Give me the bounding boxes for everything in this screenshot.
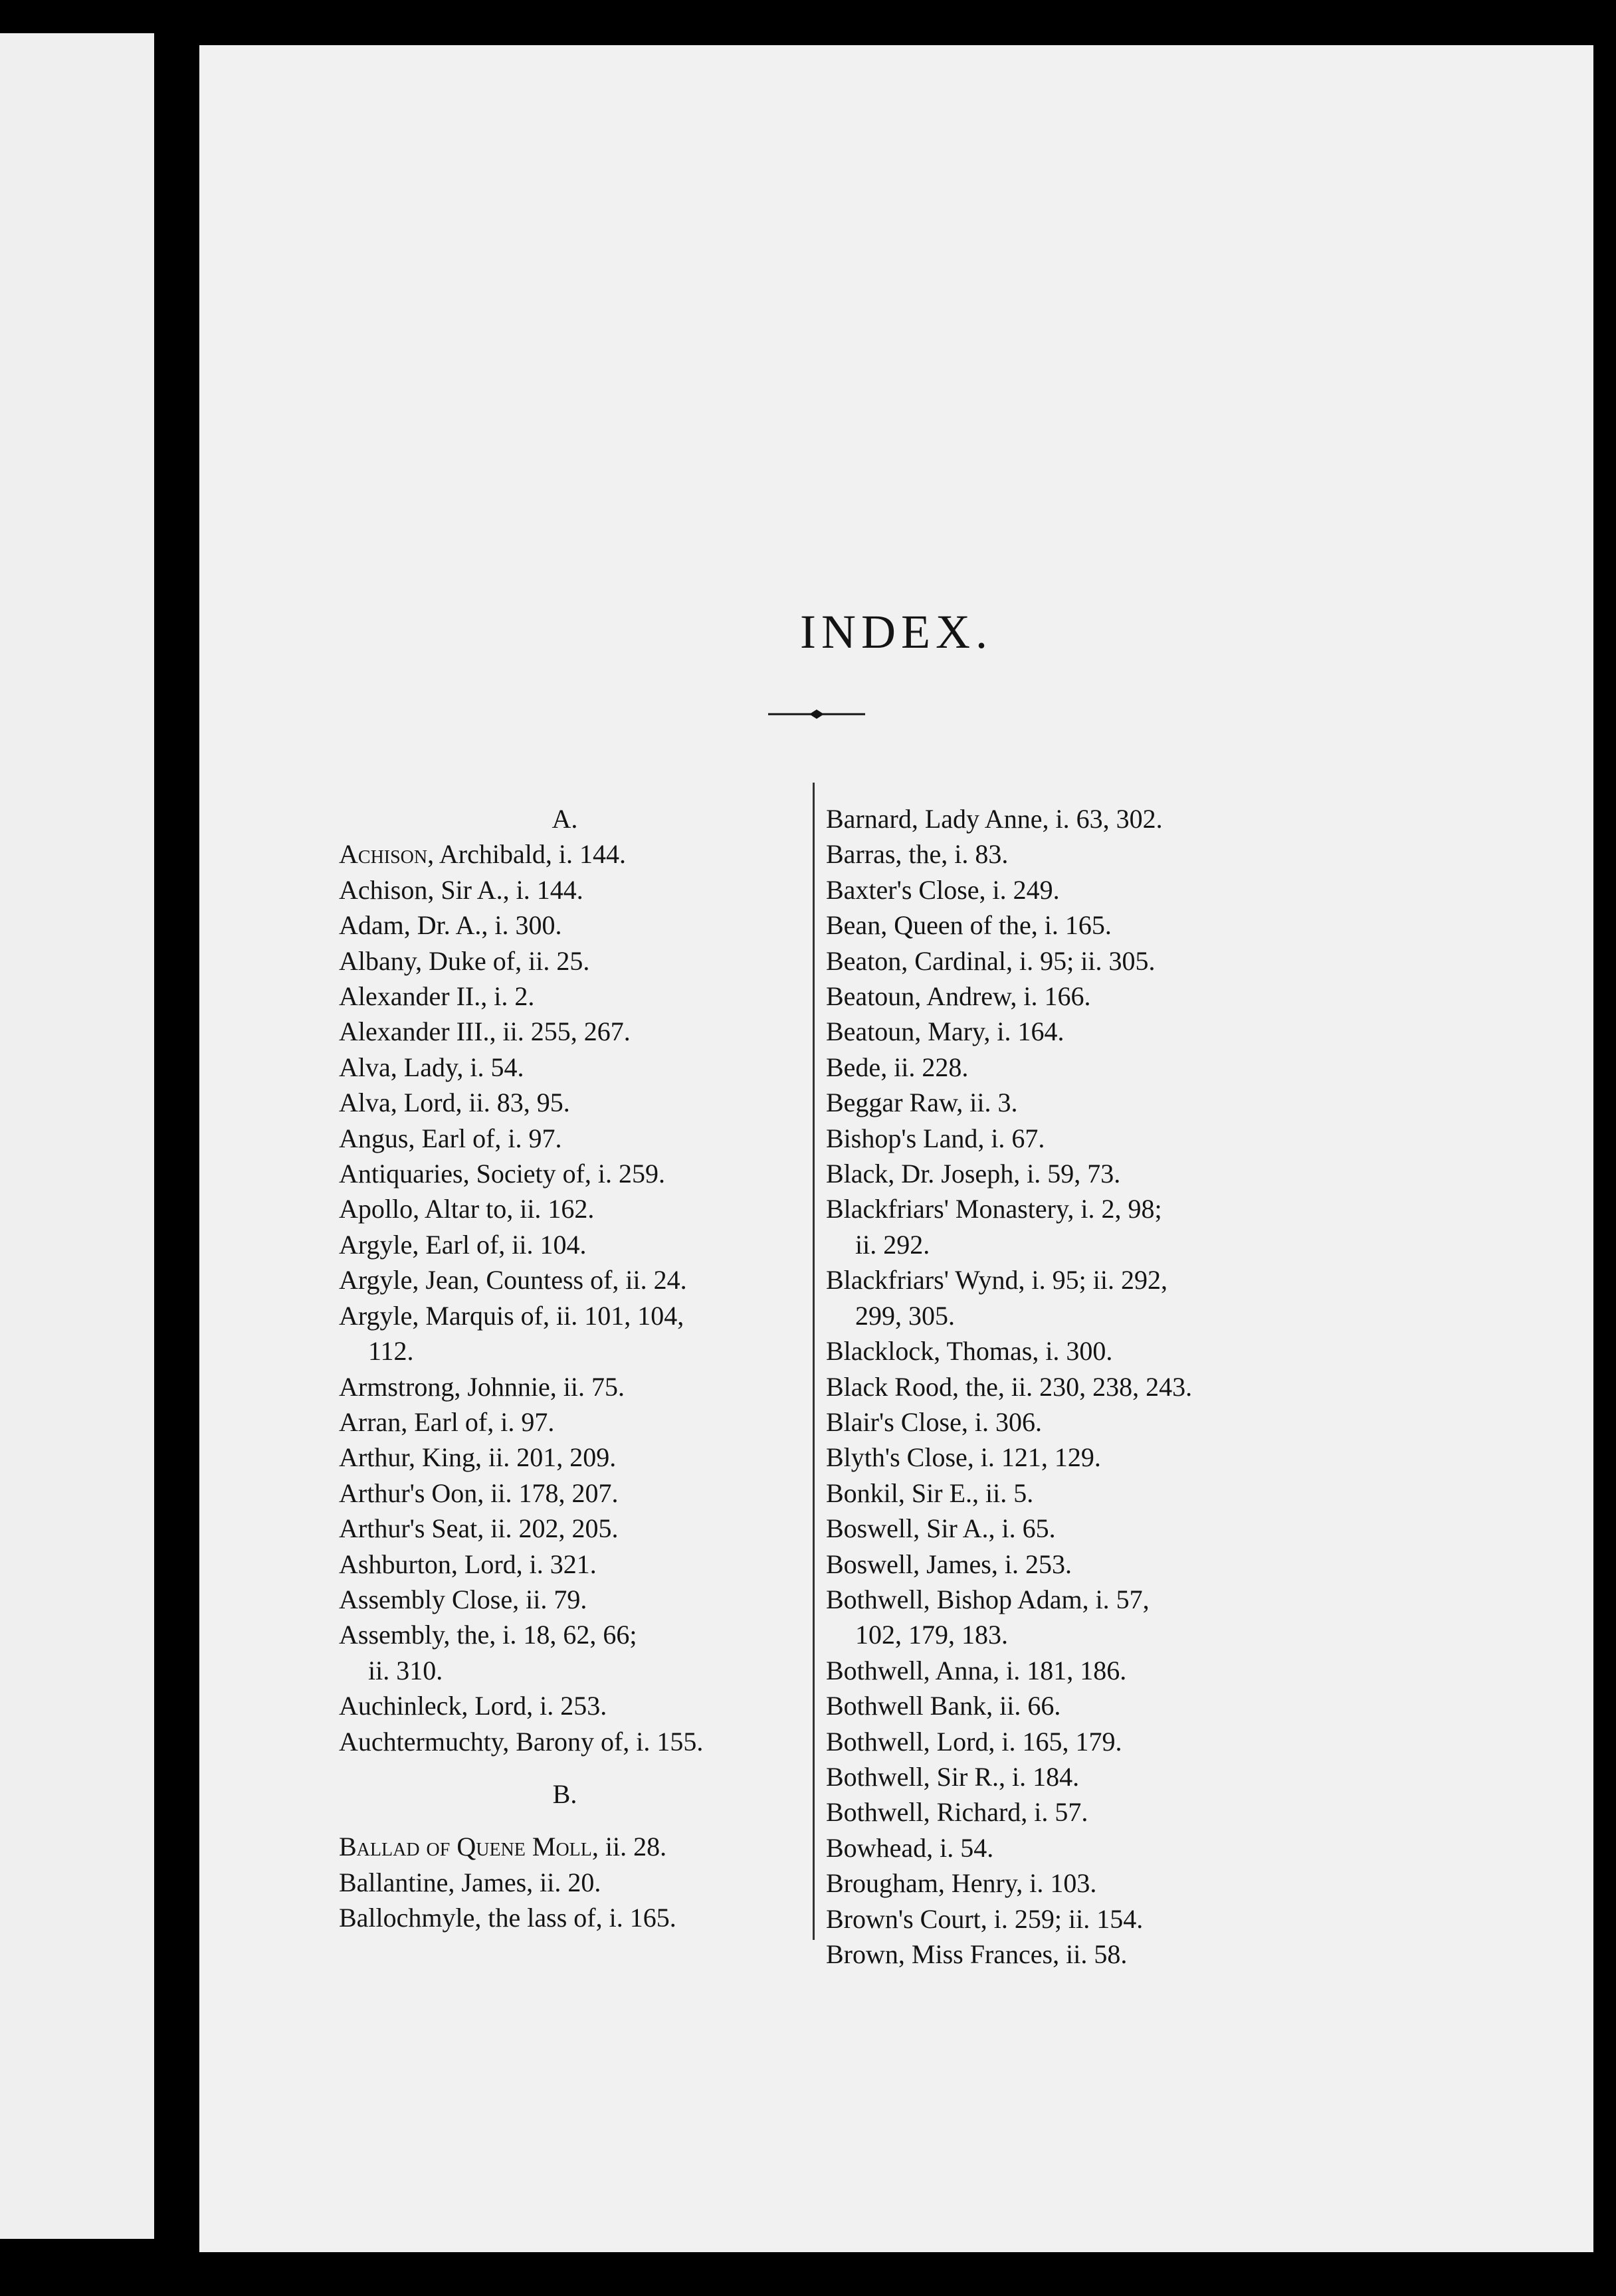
index-entry [826, 979, 1358, 1014]
entry-text: Bothwell, Sir R., i. 184. [826, 1761, 1080, 1792]
entry-text: Bothwell Bank, ii. 66. [826, 1691, 1061, 1721]
entry-text: Black Rood, the, ii. 230, 238, 243. [826, 1371, 1193, 1402]
entry-text: Baxter's Close, i. 249. [826, 874, 1060, 905]
index-entry [826, 1653, 1358, 1688]
entry-text: 112. [368, 1336, 414, 1367]
index-entry [826, 872, 1358, 908]
entry-text: Blacklock, Thomas, i. 300. [826, 1336, 1113, 1367]
entry-text: Beatoun, Andrew, i. 166. [826, 981, 1091, 1012]
index-entry [826, 1369, 1358, 1404]
entry-text: Alexander II., i. 2. [339, 981, 535, 1012]
entry-text: Brown, Miss Frances, ii. 58. [826, 1939, 1128, 1969]
index-entry [826, 1440, 1358, 1475]
entry-text: , Archibald, i. 144. [427, 839, 626, 870]
index-entry [826, 1121, 1358, 1156]
entry-text: Barras, the, i. 83. [826, 839, 1009, 870]
entry-text: Blair's Close, i. 306. [826, 1406, 1042, 1437]
entry-text: ii. 310. [368, 1655, 443, 1685]
entry-text: Adam, Dr. A., i. 300. [339, 910, 562, 941]
index-entry [826, 1582, 1358, 1617]
entry-text: Ballochmyle, the lass of, i. 165. [339, 1903, 676, 1933]
entry-text: Armstrong, Johnnie, ii. 75. [339, 1371, 625, 1402]
index-column-right [826, 801, 1358, 1972]
entry-text: Alva, Lady, i. 54. [339, 1052, 524, 1082]
index-entry [826, 1050, 1358, 1085]
entry-text: Achison, Sir A., i. 144. [339, 874, 583, 905]
page-title: INDEX. [800, 605, 993, 658]
index-entry [826, 1794, 1358, 1830]
entry-text: Beaton, Cardinal, i. 95; ii. 305. [826, 945, 1156, 976]
entry-text: Ashburton, Lord, i. 321. [339, 1549, 597, 1579]
book-page [199, 45, 1593, 2252]
entry-text: Brown's Court, i. 259; ii. 154. [826, 1903, 1144, 1934]
entry-text: , ii. 28. [591, 1832, 667, 1862]
entry-text: Blyth's Close, i. 121, 129. [826, 1442, 1101, 1473]
entry-text: ii. 292. [855, 1229, 930, 1260]
entry-text: Arthur's Seat, ii. 202, 205. [339, 1513, 619, 1544]
index-entry-continuation [826, 1227, 1358, 1262]
entry-text: Angus, Earl of, i. 97. [339, 1123, 562, 1153]
entry-text: Blackfriars' Monastery, i. 2, 98; [826, 1194, 1162, 1224]
entry-text: Blackfriars' Wynd, i. 95; ii. 292, [826, 1265, 1167, 1295]
entry-text: Arthur's Oon, ii. 178, 207. [339, 1478, 619, 1508]
section-heading: A. [552, 804, 578, 834]
facing-page-edge [0, 33, 154, 2239]
index-entry [826, 1156, 1358, 1191]
entry-text: Bothwell, Anna, i. 181, 186. [826, 1655, 1127, 1685]
index-entry [826, 1830, 1358, 1866]
entry-text: Assembly Close, ii. 79. [339, 1584, 587, 1614]
entry-text: Auchtermuchty, Barony of, i. 155. [339, 1726, 704, 1757]
entry-text: Brougham, Henry, i. 103. [826, 1868, 1097, 1899]
section-heading: B. [552, 1778, 577, 1809]
index-entry [826, 1724, 1358, 1759]
entry-text: Arran, Earl of, i. 97. [339, 1406, 555, 1437]
entry-text: Bean, Queen of the, i. 165. [826, 910, 1112, 941]
entry-text: Arthur, King, ii. 201, 209. [339, 1442, 617, 1473]
entry-text: Auchinleck, Lord, i. 253. [339, 1691, 607, 1721]
entry-text: Assembly, the, i. 18, 62, 66; [339, 1620, 637, 1650]
entry-text: Bowhead, i. 54. [826, 1832, 994, 1863]
index-entry-continuation [826, 1617, 1358, 1652]
entry-text: Ballantine, James, ii. 20. [339, 1867, 601, 1897]
entry-text: Argyle, Jean, Countess of, ii. 24. [339, 1265, 687, 1295]
entry-text: Argyle, Marquis of, ii. 101, 104, [339, 1300, 684, 1331]
entry-text: Alexander III., ii. 255, 267. [339, 1016, 631, 1047]
entry-text: Antiquaries, Society of, i. 259. [339, 1159, 666, 1189]
entry-text: Argyle, Earl of, ii. 104. [339, 1229, 587, 1260]
entry-text: 102, 179, 183. [855, 1620, 1008, 1650]
entry-text: Barnard, Lady Anne, i. 63, 302. [826, 804, 1163, 834]
entry-text: Bonkil, Sir E., ii. 5. [826, 1478, 1034, 1508]
index-entry [826, 1937, 1358, 1972]
index-entry [826, 1866, 1358, 1901]
index-entry-continuation [826, 1298, 1358, 1333]
entry-text: Bishop's Land, i. 67. [826, 1123, 1045, 1153]
index-entry [826, 943, 1358, 979]
entry-text: Beatoun, Mary, i. 164. [826, 1016, 1064, 1047]
index-entry [826, 801, 1358, 836]
title-ornament [768, 706, 865, 722]
entry-text: Apollo, Altar to, ii. 162. [339, 1194, 595, 1224]
index-entry [826, 1759, 1358, 1794]
index-entry [826, 836, 1358, 872]
entry-text: Beggar Raw, ii. 3. [826, 1088, 1018, 1118]
entry-text: Albany, Duke of, ii. 25. [339, 945, 590, 976]
index-entry [826, 1901, 1358, 1937]
entry-text: Bothwell, Bishop Adam, i. 57, [826, 1584, 1150, 1614]
entry-heading-smallcaps: Achison [339, 839, 428, 870]
entry-text: Bede, ii. 228. [826, 1052, 969, 1082]
index-entry [826, 1333, 1358, 1369]
index-entry [826, 1404, 1358, 1440]
index-entry [826, 1476, 1358, 1511]
entry-text: Bothwell, Lord, i. 165, 179. [826, 1726, 1122, 1757]
index-entry [826, 1511, 1358, 1546]
entry-heading-smallcaps: Ballad of Quene Moll [339, 1832, 592, 1862]
entry-text: 299, 305. [855, 1300, 955, 1331]
index-entry [826, 1547, 1358, 1582]
index-entry [826, 1085, 1358, 1120]
index-entry [826, 1014, 1358, 1049]
index-entry [826, 908, 1358, 943]
index-entry [826, 1688, 1358, 1723]
index-entry [826, 1191, 1358, 1226]
entry-text: Boswell, Sir A., i. 65. [826, 1513, 1056, 1544]
entry-text: Bothwell, Richard, i. 57. [826, 1797, 1088, 1828]
entry-text: Black, Dr. Joseph, i. 59, 73. [826, 1159, 1121, 1189]
entry-text: Alva, Lord, ii. 83, 95. [339, 1088, 570, 1118]
entry-text: Boswell, James, i. 253. [826, 1549, 1072, 1579]
index-entry [826, 1262, 1358, 1297]
